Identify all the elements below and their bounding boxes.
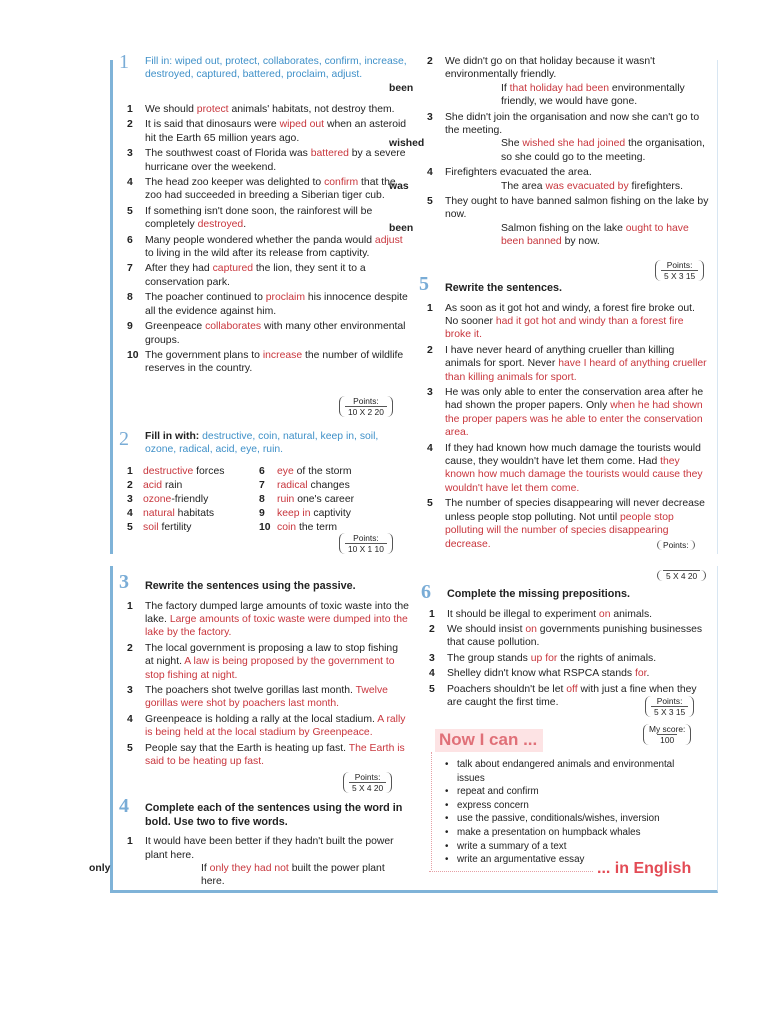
item-text-post: forces	[193, 465, 225, 477]
item-number: 2	[427, 56, 433, 67]
list-item	[427, 302, 711, 342]
item-number: 5	[127, 205, 133, 217]
item-text-post: the number of wildlife reserves in the country.	[145, 349, 404, 375]
list-item	[127, 176, 409, 203]
section-number: 6	[421, 581, 431, 603]
item-answer: when he had shown the proper papers was he able to enter the conservation area.	[445, 400, 703, 439]
section-3-items	[127, 600, 409, 769]
now-i-can-item: • use the passive, conditionals/wishes, inversion	[443, 812, 703, 826]
item-number: 5	[429, 683, 435, 695]
item-answer: battered	[310, 148, 349, 160]
item-answer: protect	[196, 104, 229, 115]
item-question: It would have been better if they hadn't built the power plant here.	[145, 836, 394, 861]
list-item	[127, 103, 409, 116]
heading-text: Rewrite the sentences using the passive.	[145, 580, 356, 592]
answer-post: built the power plant here.	[201, 863, 385, 888]
item-number: 8	[259, 493, 265, 505]
item-question: People say that the Earth is heating up fast.	[145, 742, 349, 754]
item-question: Firefighters evacuated the area.	[445, 167, 592, 179]
item-answer: for	[634, 668, 647, 680]
score-box	[643, 724, 691, 745]
item-text-post: of the storm	[293, 465, 352, 477]
section-1-instruction	[127, 55, 409, 82]
section-3	[119, 571, 409, 770]
item-answer: natural	[143, 507, 175, 519]
item-text-post: captivity	[310, 507, 351, 519]
item-answer: A rally is being held at the local stadium by Greenpeace.	[145, 713, 406, 739]
list-item	[429, 608, 711, 621]
section-1-header	[119, 51, 409, 95]
item-number: 6	[259, 465, 265, 477]
item-number: 9	[259, 507, 265, 519]
list-item	[429, 623, 711, 650]
item-answer: adjust	[374, 234, 403, 246]
item-text-pre: It is said that dinosaurs were	[145, 119, 280, 131]
section-number: 5	[419, 273, 429, 295]
item-question: The poachers shot twelve gorillas last month.	[145, 685, 356, 697]
answer-red: ought to have been banned	[501, 222, 689, 248]
item-number: 1	[127, 600, 133, 612]
list-item	[127, 234, 409, 261]
item-number: 4	[127, 177, 133, 189]
section-4-heading	[119, 795, 409, 829]
points-label: Points:	[663, 540, 689, 550]
list-item	[143, 493, 259, 507]
item-answer: up for	[530, 652, 558, 664]
now-i-can-item: • express concern	[443, 799, 703, 813]
item-number: 2	[127, 119, 133, 131]
item-answer: A law is being proposed by the government to stop fishing at night.	[145, 656, 395, 681]
points-value: 10 X 2 20	[345, 406, 387, 417]
answer-post: by now.	[561, 236, 600, 248]
item-answer: proclaim	[265, 292, 305, 304]
section-2	[119, 428, 409, 535]
list-item	[427, 344, 711, 384]
item-text-post: -friendly	[171, 493, 209, 505]
item-number: 3	[427, 111, 433, 123]
item-text-post: one's career	[294, 493, 355, 505]
item-answer: soil	[143, 521, 159, 533]
item-number: 1	[127, 836, 133, 848]
item-text-pre: We should	[145, 104, 197, 115]
list-item	[143, 465, 259, 479]
item-answer: off	[566, 683, 578, 695]
section-6-items	[429, 608, 711, 710]
instruction-bold: Fill in with:	[145, 431, 203, 442]
item-question: If they had known how much damage the tourists would cause, they wouldn't have let them come. Had	[445, 442, 701, 468]
section-6-heading	[421, 581, 711, 603]
answer-pre: Salmon fishing on the lake	[501, 222, 626, 234]
now-i-can-item: • talk about endangered animals and environmental issues	[443, 758, 703, 785]
item-number: 1	[127, 465, 133, 477]
item-text-pre: Poachers shouldn't be let	[447, 683, 567, 695]
list-item	[429, 652, 711, 665]
item-text-post: rain	[162, 479, 183, 491]
item-text-pre: Many people wondered whether the panda would	[145, 234, 375, 246]
list-item	[427, 442, 711, 496]
item-question: The local government is proposing a law to stop fishing at night.	[145, 642, 398, 668]
score-value: 100	[657, 734, 677, 745]
item-text-post: his innocence despite all the evidence against him.	[145, 292, 408, 317]
item-text-post: by a severe hurricane over the weekend.	[145, 148, 406, 173]
section-1-items	[127, 103, 409, 376]
now-i-can-list	[443, 758, 703, 867]
item-number: 10	[259, 521, 271, 533]
item-number: 1	[127, 104, 133, 115]
answer-red: wished she had joined	[522, 138, 626, 150]
item-number: 8	[127, 292, 133, 304]
keyword: only	[89, 863, 111, 874]
item-answer: increase	[262, 349, 303, 361]
item-answer: ozone	[143, 493, 172, 505]
keyword: been	[389, 222, 414, 234]
list-item	[277, 507, 397, 521]
item-text-pre: The southwest coast of Florida was	[145, 148, 311, 160]
answer-post: the organisation, so she could go to the meeting.	[501, 138, 705, 163]
list-item	[389, 111, 711, 165]
answer-pre: If	[501, 82, 510, 94]
list-item	[143, 479, 259, 493]
points-box	[339, 533, 393, 554]
points-box	[657, 540, 695, 550]
item-answer: ruin	[277, 493, 295, 505]
item-answer: Twelve gorillas were shot by poachers last month.	[145, 685, 388, 710]
now-i-can-item: • make a presentation on humpback whales	[443, 826, 703, 840]
section-number: 2	[119, 428, 129, 450]
item-answer: acid	[143, 479, 163, 491]
item-number: 1	[429, 608, 435, 620]
score-label: My score:	[649, 724, 686, 734]
list-item	[127, 118, 409, 145]
item-text-post: the rights of animals.	[557, 652, 657, 664]
item-number: 2	[127, 479, 133, 491]
item-number: 2	[427, 344, 433, 356]
item-number: 2	[429, 624, 435, 635]
list-item	[429, 667, 711, 680]
answer-red: was evacuated by	[545, 180, 629, 192]
points-box	[339, 396, 393, 417]
item-answer: collaborates	[205, 321, 262, 333]
list-item	[127, 742, 409, 769]
item-number: 3	[127, 685, 133, 697]
section-5-items	[427, 302, 711, 551]
item-text-post: to living in the wild after its release from captivity.	[145, 248, 370, 260]
list-item	[127, 205, 409, 232]
item-text-pre: The government plans to	[145, 349, 263, 361]
heading-text: Rewrite the sentences.	[445, 282, 563, 294]
item-question: The factory dumped large amounts of toxic waste into the lake.	[145, 600, 409, 625]
now-i-can-item: • write an argumentative essay	[443, 853, 703, 867]
keyword: wished	[389, 138, 425, 150]
list-item	[127, 262, 409, 289]
item-text-pre: The poacher continued to	[145, 292, 266, 304]
item-answer	[389, 180, 711, 193]
item-answer: people stop polluting will the number of species disappearing decrease.	[445, 511, 674, 550]
now-i-can-item: • write a summary of a text	[443, 840, 703, 854]
list-item	[127, 147, 409, 174]
list-item	[389, 166, 711, 193]
answer-red: that holiday had been	[509, 82, 610, 94]
section-4-item	[89, 835, 409, 889]
item-text-post: .	[646, 668, 650, 680]
points-value: 5 X 4 20	[349, 782, 386, 793]
answer-pre: If	[201, 863, 210, 874]
answer-post: firefighters.	[628, 180, 683, 192]
item-answer: wiped out	[279, 119, 325, 131]
now-i-can-title: Now I can ...	[435, 729, 543, 752]
item-answer: on	[525, 624, 537, 635]
section-6	[421, 581, 711, 711]
list-item	[127, 642, 409, 682]
item-number: 3	[127, 493, 133, 505]
list-item	[143, 521, 259, 535]
list-item	[127, 600, 409, 640]
keyword: been	[389, 82, 414, 94]
points-value: 5 X 3 15	[661, 270, 698, 281]
list-item	[277, 479, 397, 493]
instruction-words: destructive, coin, natural, keep in, soil, ozone, radical, acid, eye, ruin.	[145, 431, 379, 456]
item-answer: had it got hot and windy than a forest fire broke it.	[445, 316, 684, 341]
list-item	[127, 684, 409, 711]
item-answer: have I heard of anything crueller than killing animals for sport.	[445, 358, 707, 383]
item-question: They ought to have banned salmon fishing on the lake by now.	[445, 196, 709, 221]
item-question: The number of species disappearing will never decrease unless people stop polluting. Not until	[445, 498, 705, 523]
points-value: 5 X 3 15	[651, 706, 688, 717]
item-text-post: .	[243, 219, 247, 231]
item-text-pre: Shelley didn't know what RSPCA stands	[447, 668, 635, 680]
item-number: 5	[127, 742, 133, 754]
item-answer: coin	[277, 521, 297, 533]
item-text-pre: We should insist	[447, 624, 526, 635]
top-right-column	[389, 56, 711, 550]
answer-pre: She	[501, 138, 523, 150]
top-left-column	[119, 51, 409, 554]
points-box	[343, 772, 392, 793]
points-label: Points:	[666, 260, 693, 270]
list-item	[277, 493, 397, 507]
list-item	[389, 195, 711, 249]
heading-text: Complete the missing prepositions.	[447, 588, 630, 600]
item-text-post: changes	[307, 479, 350, 491]
item-answer: on	[598, 608, 611, 620]
section-4-continued-items	[389, 55, 711, 249]
item-question: He was only able to enter the conservation area after he had shown the proper papers. Only	[445, 387, 704, 412]
item-number: 7	[127, 263, 133, 275]
section-number: 3	[119, 571, 129, 593]
item-question: She didn't join the organisation and now she can't go to the meeting.	[445, 111, 700, 137]
item-answer: confirm	[324, 177, 359, 189]
points-label: Points:	[656, 696, 683, 706]
item-answer: Large amounts of toxic waste were dumped into the lake by the factory.	[145, 614, 408, 639]
item-number: 6	[127, 234, 133, 246]
item-text-post: the term	[296, 521, 338, 533]
item-text-post: when an asteroid hit the Earth 65 million years ago.	[145, 119, 407, 144]
top-page-panel	[110, 51, 718, 554]
item-number: 5	[127, 521, 133, 533]
item-text-post: animals' habitats, not destroy them.	[228, 104, 395, 115]
item-text-pre: The group stands	[447, 652, 531, 664]
item-text-post: with just a fine when they are caught the first time.	[447, 683, 697, 709]
item-number: 3	[427, 387, 433, 399]
bottom-page-panel	[89, 566, 718, 893]
section-4	[89, 795, 409, 891]
item-text-post: that the zoo had succeeded in breeding a Siberian tiger cub.	[145, 177, 396, 202]
list-item	[127, 291, 409, 318]
item-number: 4	[427, 167, 433, 179]
points-box-continued	[657, 570, 706, 581]
item-number: 1	[427, 302, 433, 314]
item-answer	[389, 137, 711, 164]
item-answer	[389, 222, 711, 249]
answer-red: only they had not	[209, 863, 289, 874]
list-item	[427, 386, 711, 440]
points-value: 10 X 1 10	[345, 543, 387, 554]
section-number: 4	[119, 795, 129, 817]
item-answer: radical	[277, 479, 308, 491]
dotted-divider	[429, 871, 593, 872]
item-text-post: animals.	[610, 608, 653, 620]
item-answer: The Earth is said to be heating up fast.	[145, 742, 405, 768]
item-number: 4	[127, 507, 133, 519]
points-value: 5 X 4 20	[663, 570, 700, 581]
item-question: As soon as it got hot and windy, a forest fire broke out. No sooner	[445, 302, 695, 327]
list-item	[127, 349, 409, 376]
section-2-instruction	[127, 430, 409, 457]
item-answer: they known how much damage the tourists would cause they wouldn't have let them come.	[445, 456, 703, 494]
instruction-cutoff: Fill in: wiped out, protect, collaborates, confirm,	[145, 56, 362, 67]
list-item	[127, 713, 409, 740]
points-label: Points:	[353, 533, 379, 543]
item-number: 5	[427, 196, 433, 208]
item-number: 4	[127, 713, 133, 725]
item-answer	[389, 82, 711, 109]
list-item	[143, 507, 259, 521]
item-number: 3	[127, 148, 133, 160]
item-number: 7	[259, 479, 265, 491]
list-item	[389, 55, 711, 109]
item-answer: destroyed	[197, 219, 244, 231]
item-answer: eye	[277, 465, 294, 477]
item-text-pre: It should be illegal to experiment	[447, 608, 599, 620]
answer-post: environmentally friendly, we would have gone.	[501, 82, 685, 108]
list-item	[127, 320, 409, 347]
item-text-post: governments punishing businesses that cause pollution.	[447, 624, 703, 649]
heading-text: Complete each of the sentences using the word in bold. Use two to five words.	[145, 802, 403, 828]
item-text-post: fertility	[158, 521, 192, 533]
dotted-divider	[431, 752, 432, 870]
section-number: 1	[119, 51, 129, 73]
item-answer	[89, 862, 409, 889]
item-number: 10	[127, 349, 139, 361]
item-answer: destructive	[143, 465, 194, 477]
item-answer: captured	[212, 263, 254, 275]
item-text-pre: If something isn't done soon, the rainforest will be completely	[145, 205, 373, 231]
points-label: Points:	[353, 396, 379, 406]
keyword: was	[389, 180, 409, 192]
instruction-words: increase, destroyed, captured, battered, proclaim, adjust.	[145, 56, 407, 81]
in-english-footer: ... in English	[597, 860, 692, 877]
item-text-pre: The head zoo keeper was delighted to	[145, 177, 325, 189]
item-question: I have never heard of anything crueller than killing animals for sport. Never	[445, 344, 675, 370]
item-text-pre: After they had	[145, 263, 213, 275]
item-number: 9	[127, 321, 133, 333]
points-box	[655, 260, 704, 281]
section-2-grid	[127, 465, 409, 535]
item-answer: keep in	[277, 507, 311, 519]
item-text-post: with many other environmental groups.	[145, 321, 406, 346]
answer-pre: The area	[501, 180, 546, 192]
now-i-can-item: • repeat and confirm	[443, 785, 703, 799]
item-number: 4	[427, 442, 433, 454]
item-question: We didn't go on that holiday because it wasn't environmentally friendly.	[445, 56, 655, 81]
item-question: Greenpeace is holding a rally at the local stadium.	[145, 713, 378, 725]
list-item	[277, 465, 397, 479]
item-text-post: the lion, they sent it to a conservation park.	[145, 263, 366, 288]
section-3-heading	[119, 571, 409, 594]
item-number: 3	[429, 652, 435, 664]
points-box	[645, 696, 694, 717]
item-text-post: habitats	[174, 507, 215, 519]
item-number: 4	[429, 668, 435, 680]
item-number: 5	[427, 498, 433, 510]
item-number: 2	[127, 642, 133, 654]
points-label: Points:	[354, 772, 381, 782]
item-text-pre: Greenpeace	[145, 321, 206, 333]
